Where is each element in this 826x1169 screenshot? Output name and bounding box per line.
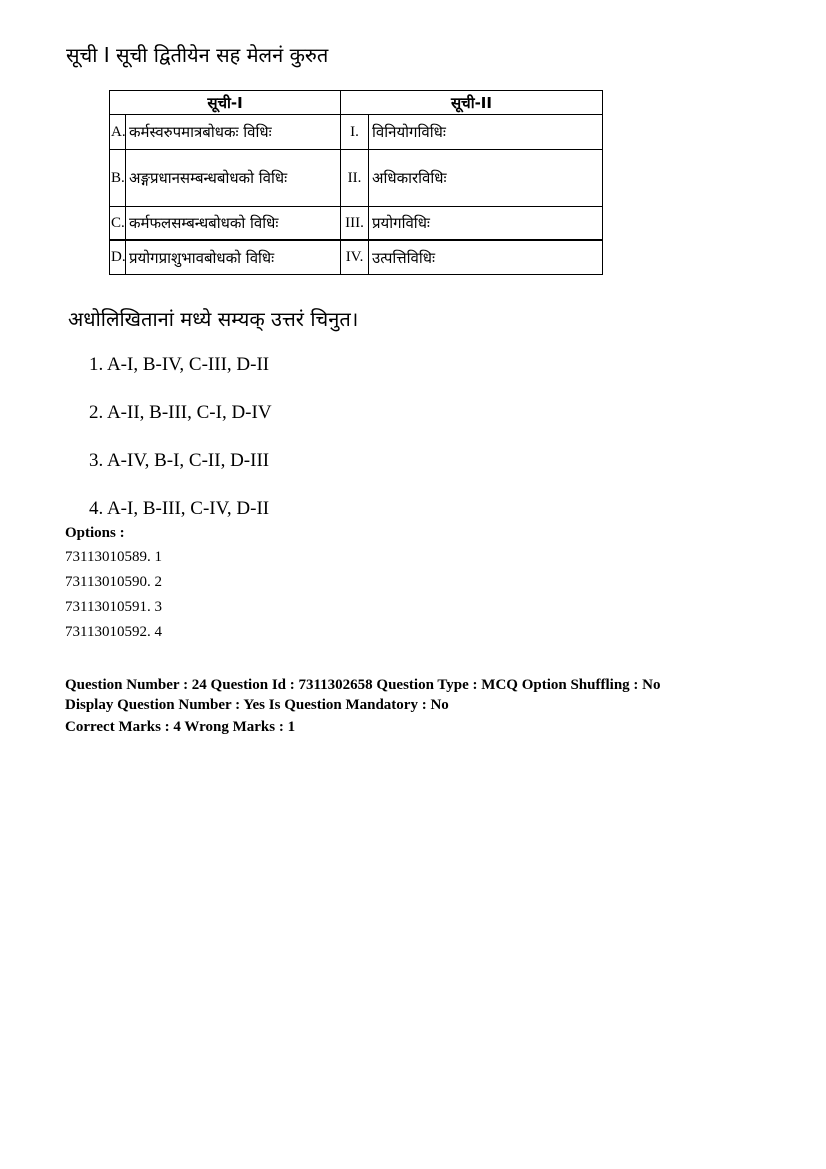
question-info-line: Question Number : 24 Question Id : 7311302658 Question Type : MCQ Option Shuffling : No: [65, 677, 661, 693]
row-key: D.: [110, 240, 126, 275]
display-info-line: Display Question Number : Yes Is Question Mandatory : No: [65, 697, 449, 713]
answer-choice: 1. A-I, B-IV, C-III, D-II: [89, 354, 270, 375]
option-id-item: 73113010590. 2: [65, 574, 162, 590]
answer-choice: 2. A-II, B-III, C-I, D-IV: [89, 402, 272, 423]
table-row: [110, 240, 603, 275]
table-row: [110, 150, 603, 207]
row-numeral: IV.: [341, 240, 369, 275]
row-key: A.: [110, 115, 126, 150]
row-numeral: I.: [341, 115, 369, 150]
list-two-item: उत्पत्तिविधिः: [369, 240, 603, 275]
instruction-text: सूची I सूची द्वितीयेन सह मेलनं कुरुत: [66, 43, 329, 67]
list-one-item: कर्मफलसम्बन्धबोधको विधिः: [126, 207, 341, 241]
row-key: B.: [110, 150, 126, 207]
options-label: Options :: [65, 525, 125, 541]
answer-choice: 4. A-I, B-III, C-IV, D-II: [89, 498, 270, 519]
option-id-item: 73113010589. 1: [65, 549, 162, 565]
list-one-item: कर्मस्वरुपमात्रबोधकः विधिः: [126, 115, 341, 150]
list-one-item: प्रयोगप्राशुभावबोधको विधिः: [126, 240, 341, 275]
answer-choice: 3. A-IV, B-I, C-II, D-III: [89, 450, 270, 471]
marks-info-line: Correct Marks : 4 Wrong Marks : 1: [65, 719, 296, 735]
option-id-list: [65, 547, 162, 647]
option-id-item: 73113010592. 4: [65, 624, 162, 640]
list-two-header: सूची-II: [341, 91, 603, 115]
question-prompt: अधोलिखितानां मध्ये सम्यक् उत्तरं चिनुत।: [68, 307, 359, 331]
list-two-item: विनियोगविधिः: [369, 115, 603, 150]
row-key: C.: [110, 207, 126, 241]
question-metadata: [65, 675, 661, 737]
match-table: [109, 90, 603, 275]
answer-choices: [89, 352, 272, 544]
table-row: [110, 207, 603, 241]
row-numeral: III.: [341, 207, 369, 241]
table-header-row: [110, 91, 603, 115]
list-one-header: सूची-I: [110, 91, 341, 115]
row-numeral: II.: [341, 150, 369, 207]
list-two-item: प्रयोगविधिः: [369, 207, 603, 241]
option-id-item: 73113010591. 3: [65, 599, 162, 615]
list-two-item: अधिकारविधिः: [369, 150, 603, 207]
table-row: [110, 115, 603, 150]
list-one-item: अङ्गप्रधानसम्बन्धबोधको विधिः: [126, 150, 341, 207]
